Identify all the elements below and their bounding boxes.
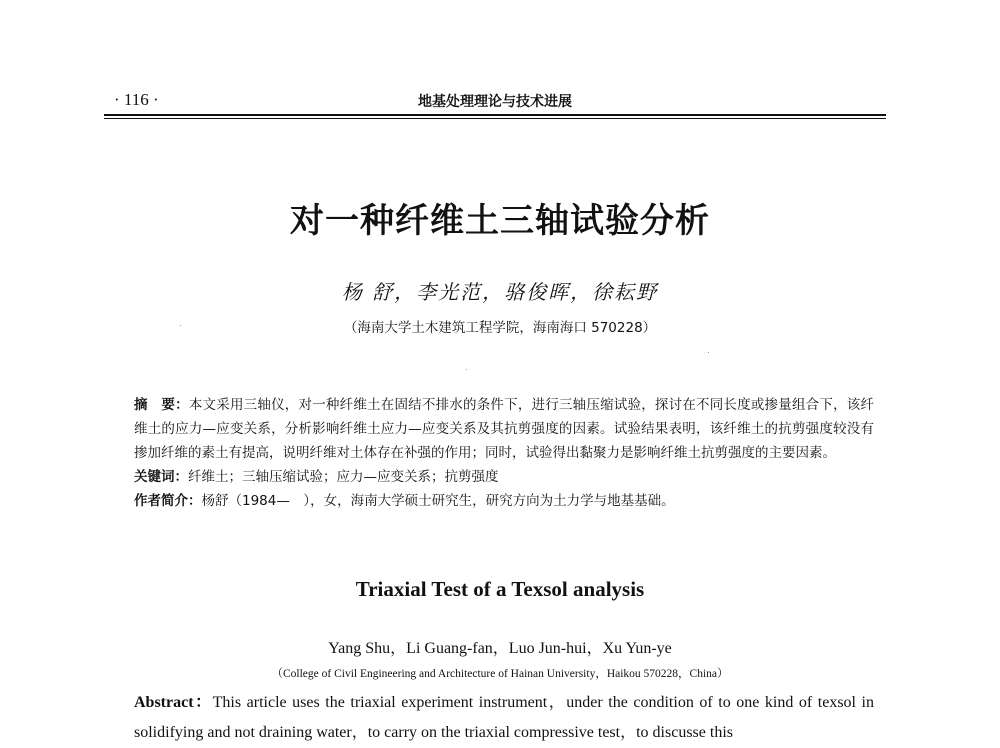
- author-bio-paragraph: [134, 489, 874, 513]
- abstract-cn-label: 摘 要：: [134, 397, 189, 413]
- scan-speck: [180, 325, 181, 326]
- abstract-block-cn: [134, 393, 874, 513]
- abstract-cn-paragraph: [134, 393, 874, 465]
- abstract-cn-text: 本文采用三轴仪，对一种纤维土在固结不排水的条件下，进行三轴压缩试验，探讨在不同长度或掺量组合下，该纤维土的应力—应变关系，分析影响纤维土应力—应变关系及其抗剪强度的因素。试验结果表明，该纤维土的抗剪强度较没有掺加纤维的素土有提高，说明纤维对土体存在补强的作用；同时，试验得出黏聚力是影响纤维土抗剪强度的主要因素。: [134, 397, 875, 461]
- affiliation-cn: （海南大学土木建筑工程学院，海南海口 570228）: [343, 320, 657, 336]
- authors-en: Yang Shu，Li Guang-fan，Luo Jun-hui，Xu Yun-ye: [328, 640, 672, 657]
- keywords-text: 纤维土；三轴压缩试验；应力—应变关系；抗剪强度: [188, 469, 499, 485]
- running-header: [104, 88, 886, 110]
- header-rule-thin: [104, 118, 886, 119]
- article-title-en: Triaxial Test of a Texsol analysis: [355, 577, 645, 601]
- scan-speck: [466, 369, 467, 370]
- page-number: · 116 ·: [114, 90, 159, 109]
- authors-cn: 杨 舒，李光范，骆俊晖，徐耘野: [341, 280, 659, 304]
- keywords-paragraph: [134, 465, 874, 489]
- article-title-cn: 对一种纤维土三轴试验分析: [290, 201, 710, 241]
- header-rule-thick: [104, 114, 886, 116]
- scan-speck: [708, 352, 709, 353]
- author-bio-label: 作者简介：: [134, 493, 202, 509]
- abstract-block-en: [134, 688, 874, 748]
- journal-title: 地基处理理论与技术进展: [418, 94, 572, 110]
- abstract-en-label: Abstract：: [134, 694, 213, 711]
- abstract-en-text: This article uses the triaxial experiment instrument，under the condition of to one kind of texsol in solidifying and not draining water，to carry on the triaxial compressive test，to discusse this: [134, 694, 874, 741]
- affiliation-en: （College of Civil Engineering and Architecture of Hainan University，Haikou 570228，China）: [271, 668, 729, 680]
- author-bio-text: 杨舒（1984— ），女，海南大学硕士研究生，研究方向为土力学与地基基础。: [201, 493, 675, 509]
- keywords-label: 关键词：: [134, 469, 188, 485]
